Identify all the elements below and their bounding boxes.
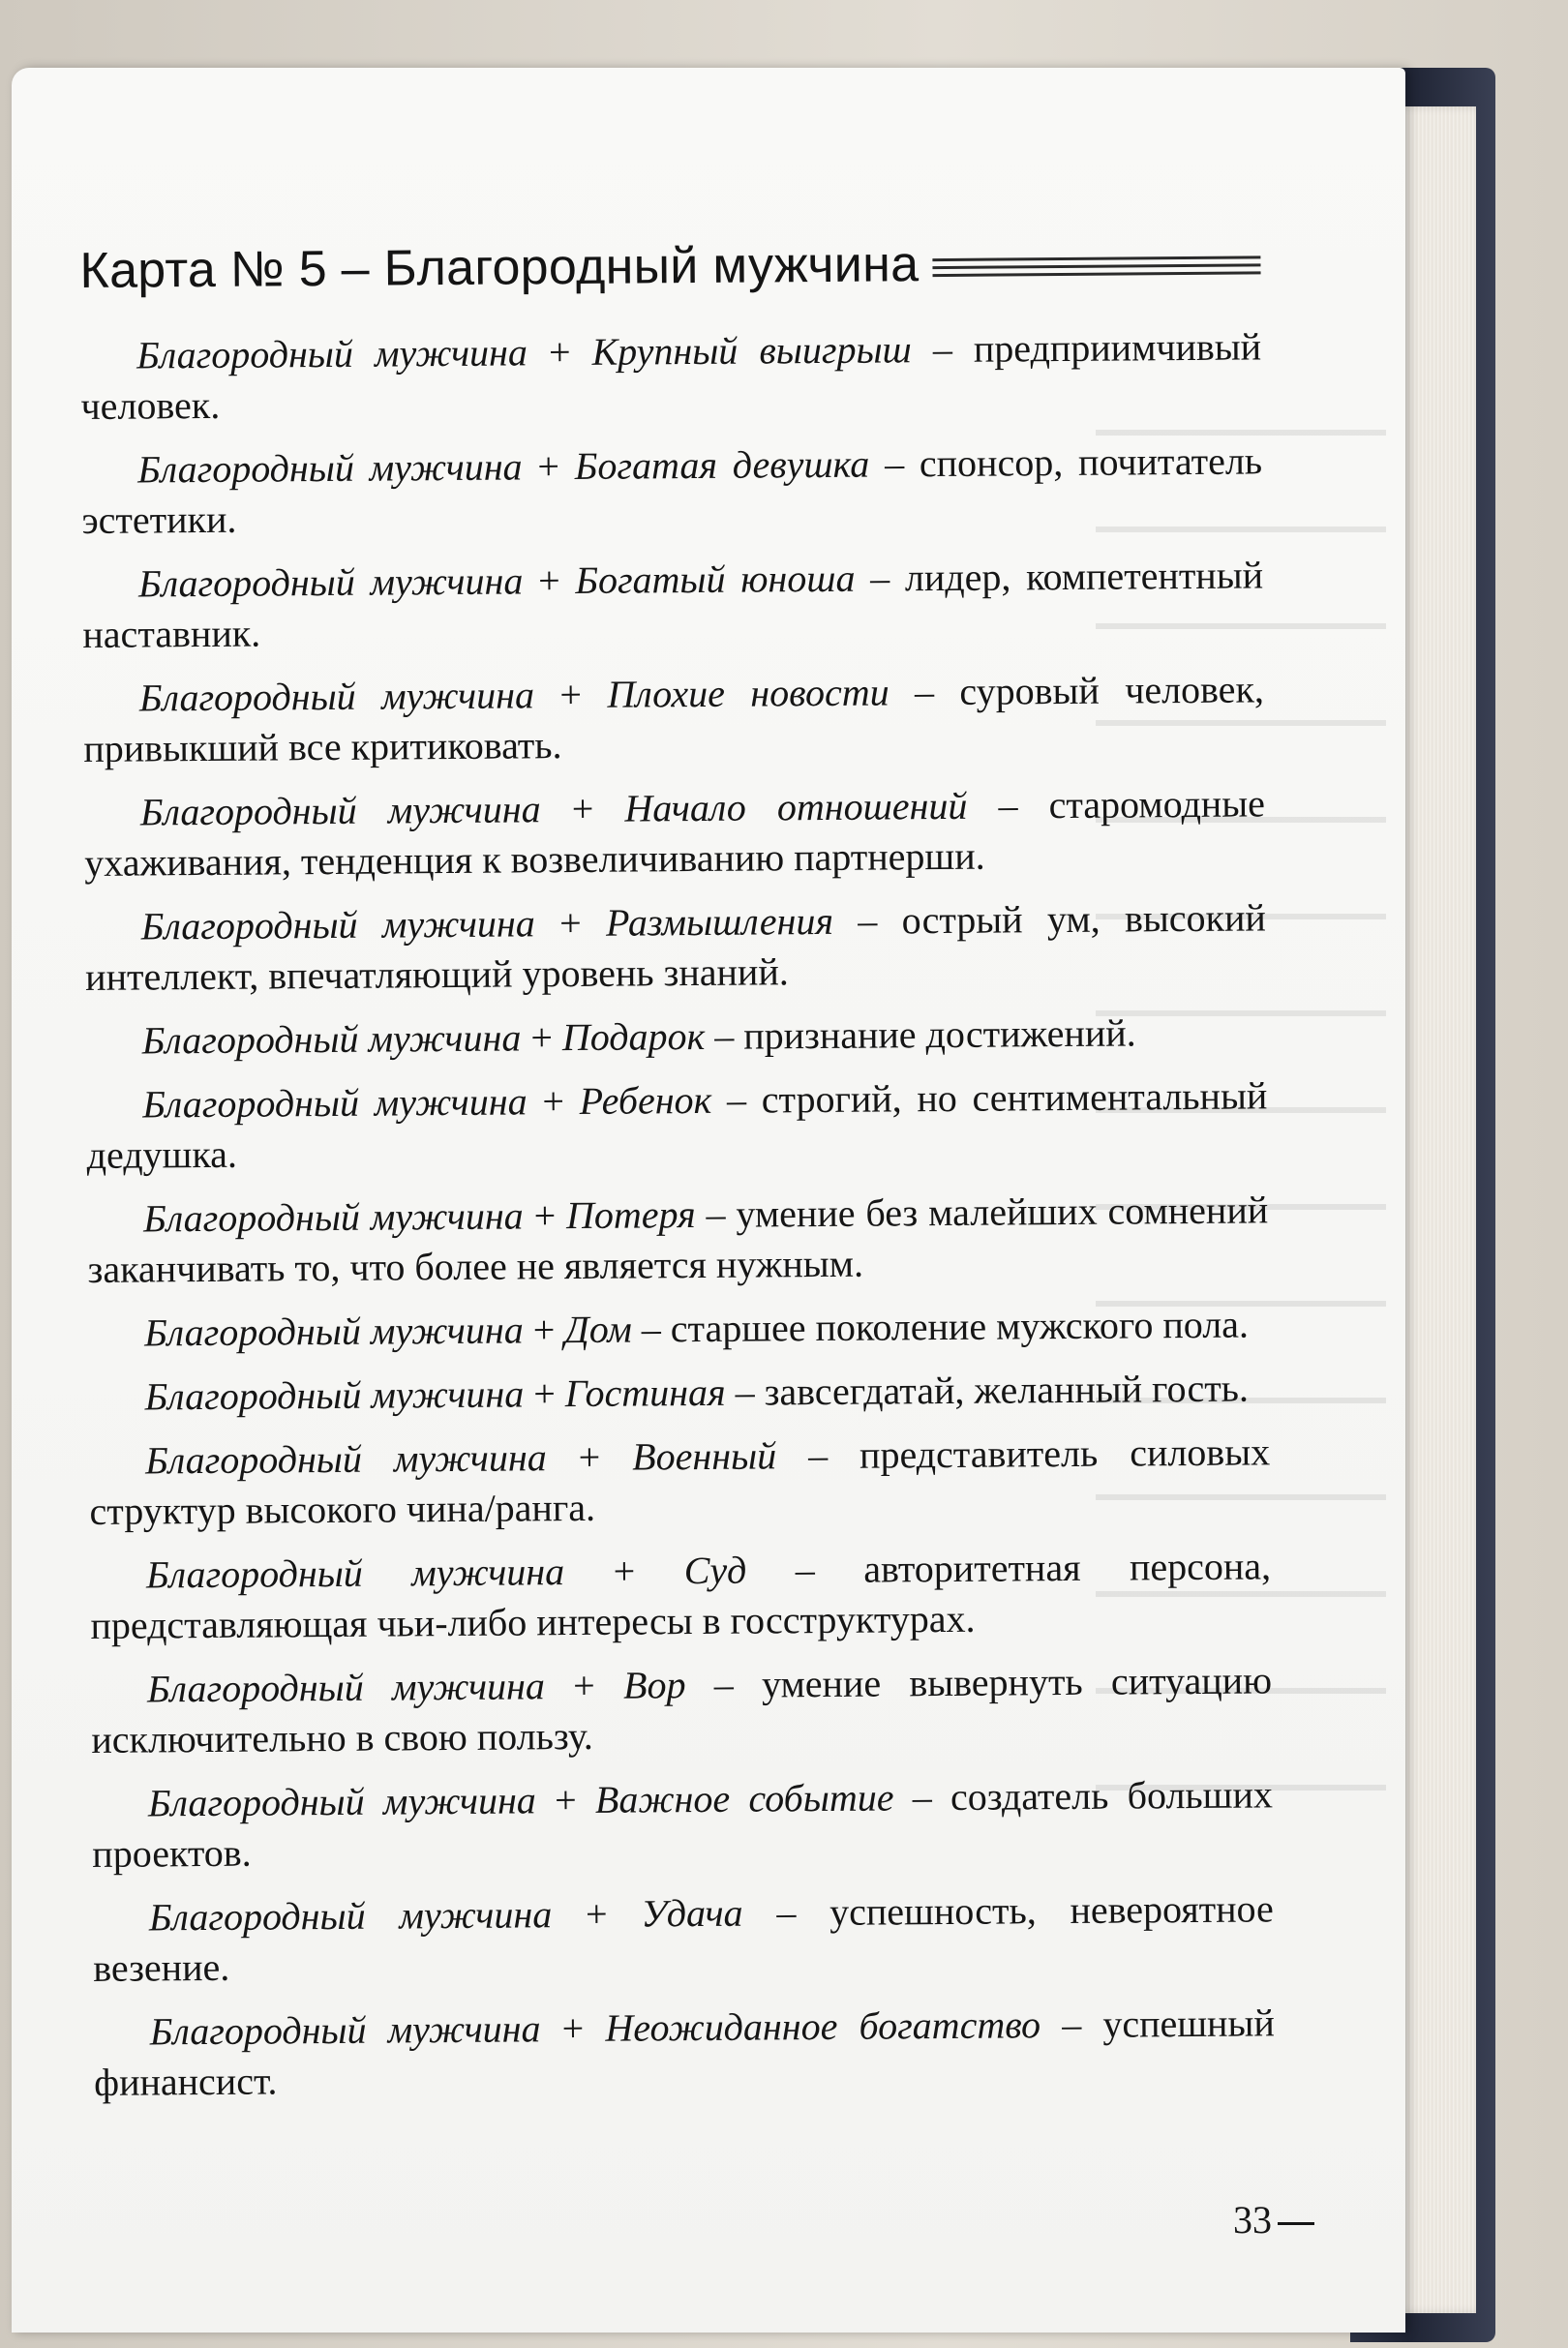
entry [88,1299,1269,1359]
pair-card-name: Плохие новости [607,670,890,716]
card-name: Благородный мужчина [148,1892,553,1940]
meaning-text: лидер, компетентный наставник. [82,553,1264,656]
meaning-text: умение без малейших сомнений заканчивать то, что более не является нужным. [87,1188,1269,1291]
plus-sign: + [532,1308,556,1352]
pair-card-name: Богатая девушка [574,441,870,488]
plus-sign: + [537,444,560,489]
entry [90,1541,1272,1651]
dash-sign: – [735,1370,755,1414]
card-name: Благородный мужчина [146,1664,546,1711]
meaning-text: успешный финансист. [93,2001,1275,2104]
plus-sign: + [530,1015,554,1060]
meaning-text: создатель больших проектов. [92,1772,1274,1876]
plus-sign: + [548,330,571,375]
entry [86,1007,1267,1067]
card-name: Благородный мужчина [144,1435,547,1483]
meaning-text: представитель силовых структур высокого чина/ранга. [89,1430,1271,1533]
card-name: Благородный мужчина [137,558,524,606]
entry [93,1883,1275,1994]
entry [91,1655,1273,1765]
plus-sign: + [585,1891,608,1936]
chapter-title: Карта № 5 – Благородный мужчина [79,236,920,299]
plus-sign: + [558,900,582,946]
plus-sign: + [578,1434,601,1479]
dash-sign: – [858,898,878,943]
plus-sign: + [613,1549,636,1593]
entries-list [80,321,1275,2108]
pair-card-name: Богатый юноша [575,556,856,602]
dash-sign: – [776,1890,797,1935]
meaning-text: строгий, но сентиментальный дедушка. [86,1073,1268,1177]
entry [80,321,1262,432]
pair-card-name: Размышления [605,898,834,945]
plus-sign: + [533,1371,557,1416]
entry [94,1998,1276,2108]
pair-card-name: Гостиная [564,1370,726,1416]
dash-sign: – [714,1013,735,1058]
page-number-dash [1278,2222,1314,2225]
entry [89,1427,1271,1537]
pair-card-name: Удача [641,1890,743,1936]
meaning-text: спонсор, почитатель эстетики. [81,438,1263,542]
card-name: Благородный мужчина [147,1778,537,1825]
entry [87,1185,1269,1295]
meaning-text: острый ум, высокий интеллект, впечатляющий уровень знаний. [85,895,1266,999]
dash-sign: – [912,1775,932,1820]
plus-sign: + [554,1778,577,1822]
pair-card-name: Потеря [565,1192,696,1238]
meaning-text: умение вывернуть ситуацию исключительно в свою пользу. [91,1658,1273,1761]
pair-card-name: Неожиданное богатство [605,2002,1041,2050]
card-name: Благородный мужчина [140,901,535,948]
dash-sign: – [884,441,905,486]
card-name: Благородный мужчина [145,1550,565,1597]
pair-card-name: Начало отношений [624,783,968,830]
meaning-text: авторитетная персона, представляющая чьи-либо интересы в госструктурах. [90,1544,1272,1647]
book-page [12,68,1405,2333]
pair-card-name: Важное событие [594,1775,894,1821]
plus-sign: + [561,2005,585,2051]
dash-sign: – [713,1662,734,1706]
pair-card-name: Вор [622,1663,686,1707]
pair-card-name: Военный [632,1433,777,1479]
card-name: Благородный мужчина [136,330,528,377]
page-number-block [1233,2197,1314,2243]
meaning-text: старшее поколение мужского пола. [670,1302,1250,1351]
card-name: Благородный мужчина [142,1193,524,1241]
dash-sign: – [998,783,1018,828]
pair-card-name: Подарок [561,1013,706,1060]
chapter-header [79,203,1261,300]
pair-card-name: Ребенок [579,1077,712,1123]
dash-sign: – [641,1307,661,1351]
dash-sign: – [914,670,935,714]
entry [92,1769,1274,1880]
entry [84,778,1266,888]
meaning-text: предприимчивый человек. [80,324,1262,428]
plus-sign: + [537,558,560,603]
title-rule [932,256,1260,282]
plus-sign: + [571,786,594,831]
card-name: Благородный мужчина [144,1371,525,1419]
meaning-text: завсегдатай, желанный гость. [764,1366,1250,1414]
card-name: Благородный мужчина [141,1015,522,1063]
plus-sign: + [542,1079,565,1124]
plus-sign: + [559,672,583,717]
pair-card-name: Крупный выигрыш [591,327,912,374]
meaning-text: старомодные ухаживания, тенденция к возвеличиванию партнерши. [84,781,1266,885]
entry [81,436,1263,546]
page-content [79,203,1275,2122]
page-number: 33 [1233,2198,1272,2242]
entry [88,1363,1269,1423]
meaning-text: суровый человек, привыкший все критиковать. [83,667,1265,770]
dash-sign: – [726,1077,747,1122]
card-name: Благородный мужчина [142,1079,528,1127]
card-name: Благородный мужчина [143,1308,524,1355]
card-name: Благородный мужчина [139,787,541,834]
dash-sign: – [706,1191,726,1236]
meaning-text: успешность, невероятное везение. [93,1886,1274,1990]
dash-sign: – [795,1548,815,1592]
pair-card-name: Суд [683,1548,747,1593]
entry [82,550,1264,660]
entry [83,664,1265,774]
pair-card-name: Дом [564,1307,632,1352]
dash-sign: – [807,1432,829,1478]
plus-sign: + [533,1193,557,1238]
entry [86,1070,1268,1181]
plus-sign: + [573,1663,595,1708]
dash-sign: – [1062,2002,1082,2047]
entry [85,892,1267,1003]
card-name: Благородный мужчина [149,2006,541,2054]
card-name: Благородный мужчина [136,444,523,492]
dash-sign: – [870,556,890,600]
card-name: Благородный мужчина [138,673,535,720]
meaning-text: признание достижений. [743,1010,1136,1058]
dash-sign: – [932,326,953,372]
